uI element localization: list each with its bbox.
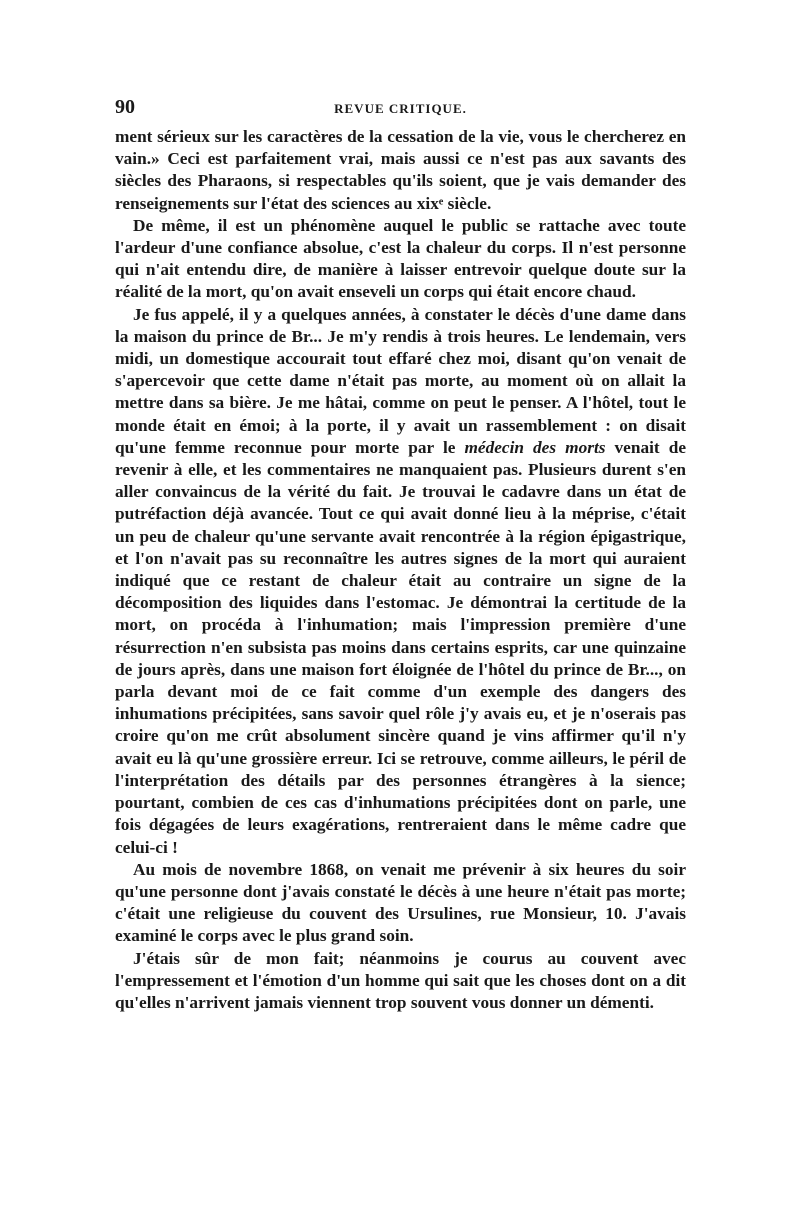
paragraph-3-part-2: venait de revenir à elle, et les commentaires ne manquaient pas. Plusieurs durent s'en aller convaincus de la vérité du fait. Je trouvai le cadavre dans un état de putréfaction déjà avancée. Tout ce qui avait donné lieu à la méprise, c'était un peu de chaleur qu'une servante avait rencontrée à la région épigastrique, et l'on n'avait pas su reconnaître les autres signes de la mort qui auraient indiqué que ce restant de chaleur était au contraire un signe de la décomposition des liquides dans l'estomac. Je démontrai la certitude de la mort, on procéda à l'inhumation; mais l'impression première d'une résurrection n'en subsista pas moins dans certains esprits, car une quinzaine de jours après, dans une maison fort éloignée de l'hôtel du prince de Br..., on parla devant moi de ce fait comme d'un exemple des dangers des inhumations précipitées, sans savoir quel rôle j'y avais eu, et je n'oserais pas croire qu'on me crût absolument sincère quand je vins affirmer qu'il n'y avait eu là qu'une grossière erreur. Ici se retrouve, comme ailleurs, le péril de l'interprétation des détails par des personnes étrangères à la sience; pourtant, combien de ces cas d'inhumations précipitées dont on parle, une fois dégagées de leurs exagérations, rentreraient dans le même cadre que celui-ci ! [115, 437, 686, 857]
page-number: 90 [115, 96, 135, 118]
paragraph-3-part-1: Je fus appelé, il y a quelques années, à constater le décès d'une dame dans la maison du prince de Br... Je m'y rendis à trois heures. Le lendemain, vers midi, un domestique accourait tout effaré chez moi, disant qu'on venait de s'apercevoir que cette dame n'était pas morte, au moment où on allait la mettre dans sa bière. Je me hâtai, comme on peut le penser. A l'hôtel, tout le monde était en émoi; à la porte, il y avait un rassemblement : on disait qu'une femme reconnue pour morte par le [115, 304, 686, 457]
page [115, 96, 686, 1014]
paragraph-3 [115, 304, 686, 859]
paragraph-4: Au mois de novembre 1868, on venait me prévenir à six heures du soir qu'une personne dont j'avais constaté le décès à une heure n'était pas morte; c'était une religieuse du couvent des Ursulines, rue Monsieur, 10. J'avais examiné le corps avec le plus grand soin. [115, 859, 686, 946]
paragraph-5: J'étais sûr de mon fait; néanmoins je courus au couvent avec l'empressement et l'émotion d'un homme qui sait que les choses dont on a dit qu'elles n'arrivent jamais viennent trop souvent vous donner un démenti. [115, 948, 686, 1012]
body-text [115, 126, 686, 1014]
paragraph-2: De même, il est un phénomène auquel le public se rattache avec toute l'ardeur d'une confiance absolue, c'est la chaleur du corps. Il n'est personne qui n'ait entendu dire, de manière à laisser entrevoir quelque doute sur la réalité de la mort, qu'on avait enseveli un corps qui était encore chaud. [115, 215, 686, 302]
italic-medecin-des-morts: médecin des morts [464, 437, 606, 457]
running-head [115, 96, 686, 122]
paragraph-1: ment sérieux sur les caractères de la cessation de la vie, vous le chercherez en vain.» Ceci est parfaitement vrai, mais aussi ce n'est pas aux savants des siècles des Pharaons, si respectables qu'ils soient, que je vais demander des renseignements sur l'état des sciences au xixᵉ siècle. [115, 127, 686, 213]
running-title: REVUE CRITIQUE. [334, 101, 467, 116]
